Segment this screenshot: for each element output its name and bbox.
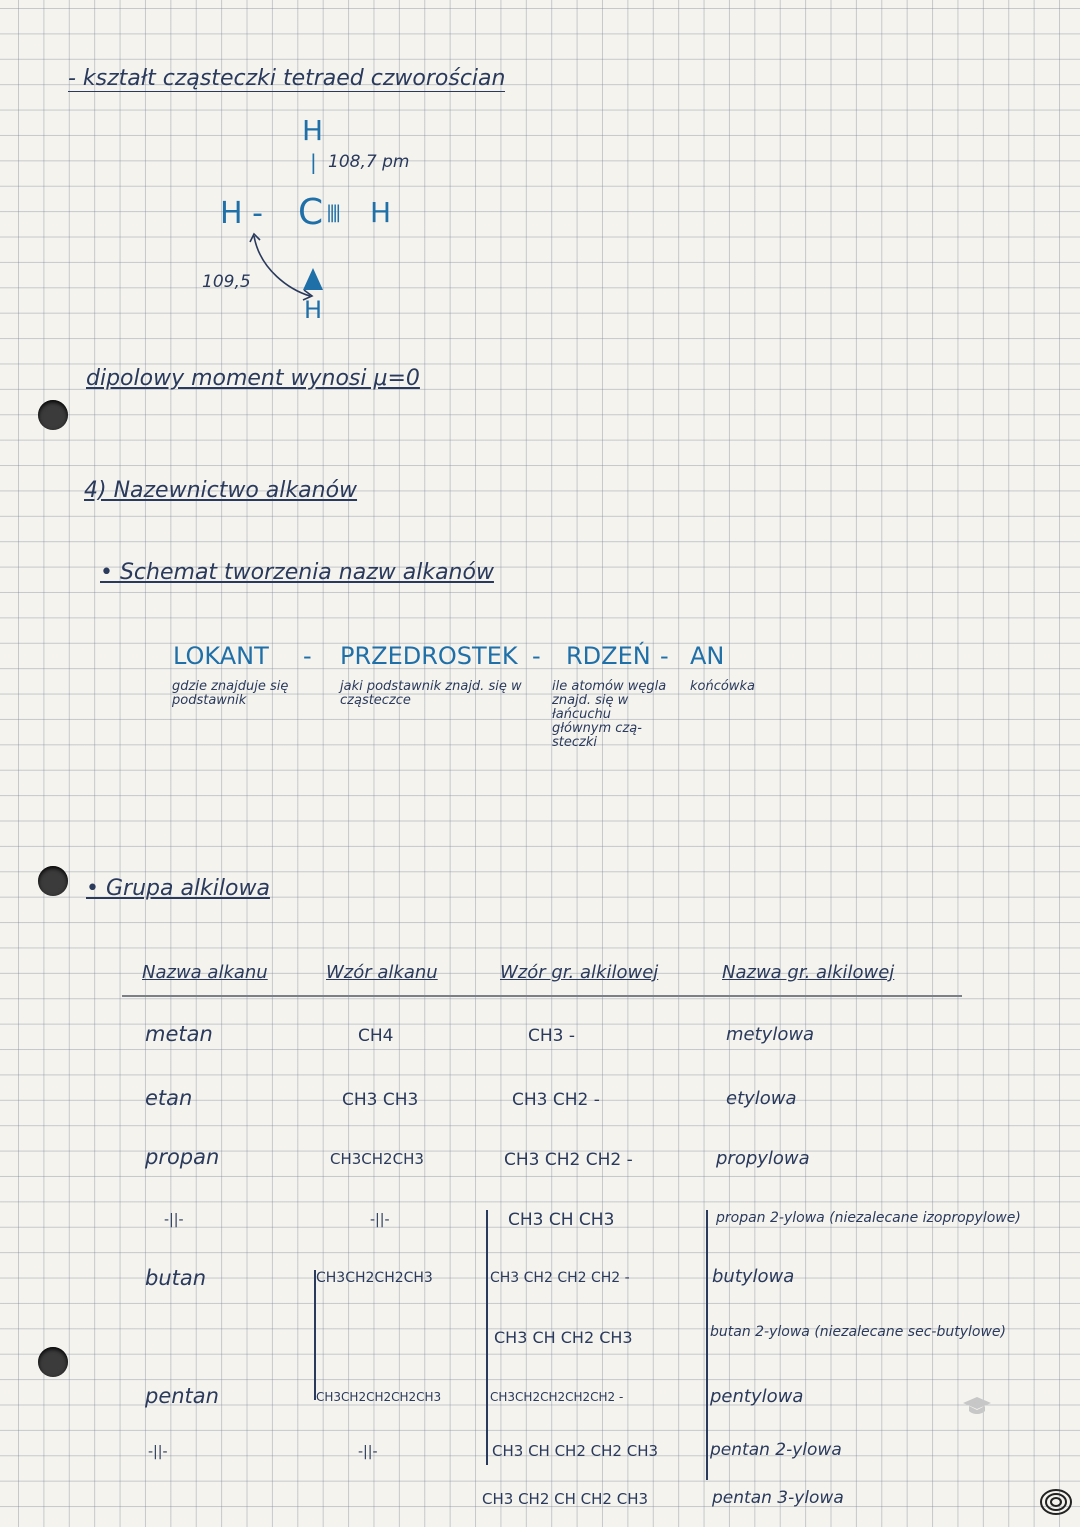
scheme-title: • Schemat tworzenia nazw alkanów [100,560,494,585]
scheme-note-przedrostek: jaki podstawnik znajd. się w cząsteczce [340,679,522,708]
column-rule [486,1210,488,1465]
table-header-rule [122,995,962,997]
bond-top: | [310,150,317,174]
scheme-note-an: końcówka [690,679,755,694]
table-header-name: Nazwa alkanu [142,962,268,983]
table-row-group-formula: CH3 CH2 CH2 CH2 - [490,1270,630,1286]
column-rule [314,1270,316,1400]
binder-hole [38,400,68,430]
bond-length-label: 108,7 pm [328,152,410,172]
table-row-name: pentan [145,1384,219,1408]
scheme-an: AN [690,642,725,670]
table-row-group-formula: CH3 CH2 CH2 - [504,1150,633,1170]
table-row-group-name: etylowa [726,1088,797,1109]
table-row-formula: CH3 CH3 [342,1090,419,1110]
angle-label: 109,5 [202,272,251,292]
table-row-group-formula: CH3 CH2 - [512,1090,600,1110]
table-row-group-formula: CH3 CH CH3 [508,1210,615,1230]
scheme-przedrostek: PRZEDROSTEK [340,642,518,670]
table-row-formula: CH3CH2CH3 [330,1150,424,1168]
atom-carbon: C [298,192,324,233]
table-row-group-name: metylowa [726,1024,815,1045]
binder-hole [38,1347,68,1377]
column-rule [706,1210,708,1480]
scheme-note-lokant: gdzie znajduje się podstawnik [172,679,289,708]
table-row-group-name: pentan 2-ylowa [710,1440,842,1460]
scheme-rdzen: RDZEŃ [566,642,651,670]
table-row-group-name: butan 2-ylowa (niezalecane sec-butylowe) [710,1324,1006,1340]
table-row-group-formula: CH3 CH2 CH CH2 CH3 [482,1490,649,1508]
table-row-formula: -||- [358,1444,378,1460]
table-row-formula: CH4 [358,1026,394,1046]
table-row-group-formula: CH3CH2CH2CH2CH2 - [490,1390,624,1404]
graduation-cap-icon[interactable] [962,1394,992,1418]
atom-h-top: H [302,114,324,147]
table-row-name: propan [145,1145,220,1169]
table-row-formula: CH3CH2CH2CH3 [316,1270,433,1286]
table-row-group-name: pentan 3-ylowa [712,1488,844,1508]
scheme-separator: - [532,642,541,670]
table-row-name: -||- [148,1444,168,1460]
atom-h-right: H [370,196,392,229]
table-header-formula: Wzór alkanu [326,962,438,983]
dipole-moment-text: dipolowy moment wynosi μ=0 [86,366,420,391]
table-row-name: etan [145,1086,193,1110]
table-row-formula: CH3CH2CH2CH2CH3 [316,1390,442,1404]
shape-line: - kształt cząsteczki tetraed czworościan [68,66,506,91]
atom-h-left: H - [220,196,263,231]
table-row-group-name: propan 2-ylowa (niezalecane izopropylowe) [716,1210,1021,1226]
table-row-name: -||- [164,1212,184,1228]
group-title: • Grupa alkilowa [86,876,270,901]
bond-wedge-front [300,266,326,292]
scheme-note-rdzen: ile atomów węgla znajd. się w łańcuchu głównym czą- steczki [552,679,667,750]
table-row-group-name: pentylowa [710,1386,804,1407]
table-row-name: metan [145,1022,213,1046]
swirl-doodle-icon [1038,1486,1074,1518]
angle-arrow [240,230,350,310]
table-row-formula: -||- [370,1212,390,1228]
table-header-group-name: Nazwa gr. alkilowej [722,962,895,983]
binder-hole [38,866,68,896]
table-header-group-formula: Wzór gr. alkilowej [500,962,659,983]
scheme-lokant: LOKANT [173,642,269,670]
table-row-group-name: butylowa [712,1266,795,1287]
table-row-group-formula: CH3 CH CH2 CH3 [494,1328,633,1347]
methane-molecule [180,110,500,330]
table-row-group-formula: CH3 CH CH2 CH2 CH3 [492,1442,659,1460]
scheme-separator: - [660,642,669,670]
atom-h-bottom: H [304,296,323,324]
section-title: 4) Nazewnictwo alkanów [84,478,358,503]
table-row-group-formula: CH3 - [528,1026,576,1046]
table-row-name: butan [145,1266,207,1290]
table-row-group-name: propylowa [716,1148,810,1169]
scheme-separator: - [303,642,312,670]
bond-wedge-back: |||| [326,202,339,223]
